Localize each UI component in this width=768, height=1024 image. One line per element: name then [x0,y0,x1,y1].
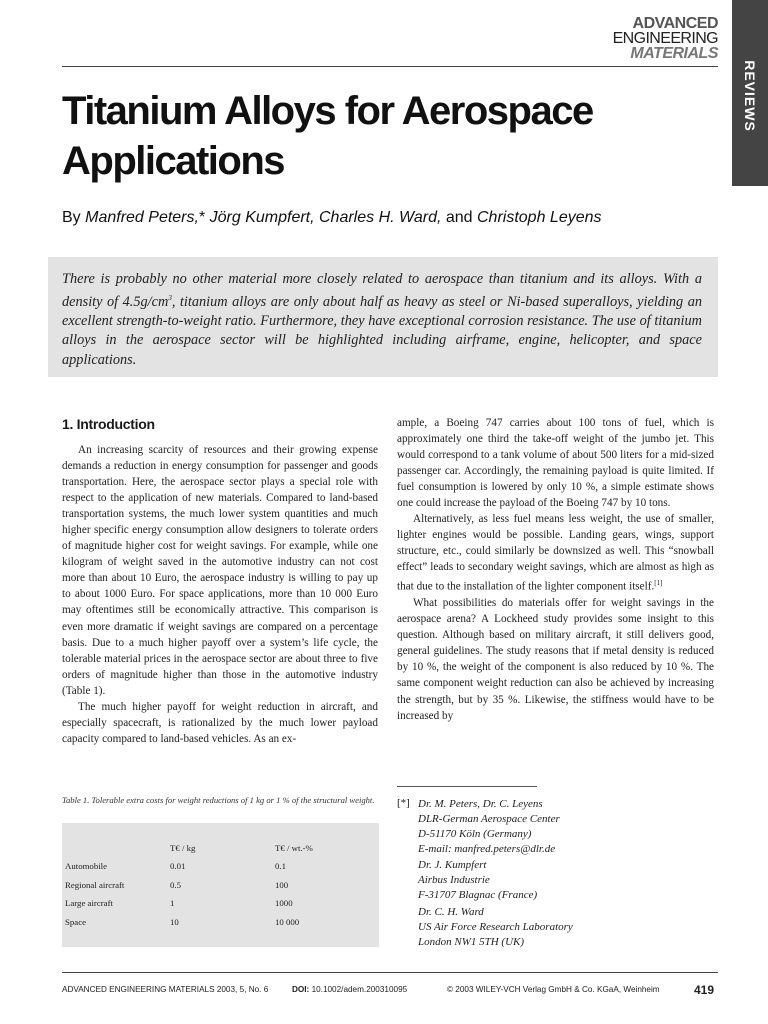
footnote-email[interactable]: E-mail: manfred.peters@dlr.de [418,843,556,855]
paragraph [397,511,714,595]
paragraph: An increasing scarcity of resources and their growing expense demands a reduction in energy consumption for passenger and goods transportation. Here, the aerospace sector plays a special role with respect to the application of new materials. Compared to land-based transportation systems, the much lower system quantities and much higher specific energy consumption allow designers to tolerate orders of magnitude higher cost for weight savings. For example, while one kilogram of weight saved in the automotive industry can not cost more than about 10 Euro, the aerospace industry is willing to pay up to about 1000 Euro. For space applications, more than 10 000 Euro may oftentimes still be economically attractive. This comparison is even more dramatic if weight savings are compared on a percentage basis. Due to a much higher payoff over a system’s life cycle, the tolerable material prices in the aerospace sector are about three to five orders of magnitude higher than those in the automotive industry (Table 1). [62,444,378,697]
left-column [62,442,378,747]
paragraph-text: Alternatively, as less fuel means less weight, the use of smaller, lighter engines would be possible. Landing gears, wings, support structure, etc., could similarly be downsized as well. This “snowball effect” leads to secondary weight savings, which are almost as high as that due to the installation of the lighter component itself. [397,513,714,594]
table-cell-value: 1000 [275,898,293,908]
table-1 [62,823,379,947]
footnote-affiliation-dlr [418,797,560,857]
logo-line-engineering: ENGINEERING [612,30,718,47]
footnote-line: Dr. M. Peters, Dr. C. Leyens [418,798,543,810]
table-cell-label: Large aircraft [65,898,113,908]
table-cell-value: 10 [170,917,179,927]
footnote-affiliation-airbus [418,858,537,903]
footnote-line: DLR-German Aerospace Center [418,813,560,825]
article-title [62,86,702,186]
footer-doi[interactable] [292,985,407,994]
logo-line-advanced: ADVANCED [632,15,718,32]
footer-journal: ADVANCED ENGINEERING MATERIALS 2003, 5, No. 6 [62,985,269,994]
authors-kumpfert-ward: Jörg Kumpfert, Charles H. Ward, [209,209,442,226]
footnote-affiliation-afrl [418,905,573,950]
footnote-line: D-51170 Köln (Germany) [418,828,532,840]
byline-and: and [441,209,477,226]
footnote-line: Dr. J. Kumpfert [418,859,487,871]
page-number: 419 [694,983,715,997]
abstract-part-2: , titanium alloys are only about half as heavy as steel or Ni-based superalloys, yielding an excellent strength-to-weight ratio. Furthermore, they have exceptional corrosion resistance. The use of titanium alloys in the aerospace sector will be highlighted including airframe, engine, helicopter, and space applications. [62,293,702,368]
table-cell-value: 0.01 [170,861,186,871]
table-header-cost-per-percent: T€ / wt.-% [275,843,313,853]
abstract-text [62,270,702,370]
footnote-mark: [*] [397,797,410,809]
table-cell-label: Automobile [65,861,108,871]
section-heading-introduction: 1. Introduction [62,416,155,432]
table-cell-label: Regional aircraft [65,880,125,890]
reference-link[interactable]: [1] [654,579,663,588]
abstract-superscript: 3 [168,294,172,303]
right-column [397,415,714,724]
table-caption: Table 1. Tolerable extra costs for weight reductions of 1 kg or 1 % of the structural weight. [62,795,375,805]
byline [62,209,702,227]
paragraph: The much higher payoff for weight reduction in aircraft, and especially spacecraft, is rationalized by the much lower payload capacity compared to land-based vehicles. As an ex- [62,700,378,745]
journal-logo [560,16,718,61]
footnote-line: US Air Force Research Laboratory [418,921,573,933]
paragraph: ample, a Boeing 747 carries about 100 tons of fuel, which is approximately one third the take-off weight of the jumbo jet. This would correspond to a tank volume of about 500 liters for a mid-sized passenger car. Accordingly, the remaining payload is quite limited. If fuel consumption is lowered by only 10 %, a simple estimate shows one could increase the payload of the Boeing 747 by 10 tons. [397,417,714,510]
table-cell-value: 0.1 [275,861,286,871]
section-tab-label: REVIEWS [742,60,758,132]
logo-line-materials: MATERIALS [630,45,718,62]
section-tab [732,0,768,186]
table-cell-value: 10 000 [275,917,300,927]
footnote-rule [397,786,537,787]
footnote-line: Dr. C. H. Ward [418,906,484,918]
author-peters: Manfred Peters, [85,209,199,226]
page-footer [62,985,718,1001]
footer-doi-value: 10.1002/adem.200310095 [309,985,408,994]
table-cell-label: Space [65,917,87,927]
author-leyens: Christoph Leyens [477,209,602,226]
abstract-part-1: There is probably no other material more closely related to aerospace than titanium and its alloys. With a density of 4.5g/cm [62,271,702,310]
header-rule [62,66,718,67]
footer-copyright: © 2003 WILEY-VCH Verlag GmbH & Co. KGaA, Weinheim [447,985,660,994]
table-cell-value: 0.5 [170,880,181,890]
byline-by: By [62,209,86,226]
footnote-line: Airbus Industrie [418,874,490,886]
table-cell-value: 100 [275,880,289,890]
table-header-cost-per-kg: T€ / kg [170,843,196,853]
table-cell-value: 1 [170,898,175,908]
footnote-line: London NW1 5TH (UK) [418,936,525,948]
footnote-line: F-31707 Blagnac (France) [418,889,538,901]
footer-doi-label: DOI: [292,985,310,994]
title-line-2: Applications [62,139,285,183]
footer-rule [62,972,718,973]
corresponding-mark: * [198,209,210,226]
title-line-1: Titanium Alloys for Aerospace [62,89,593,133]
paragraph: What possibilities do materials offer for weight savings in the aerospace arena? A Lockheed study provides some insight to this question. Although based on military aircraft, it still delivers good, general guidelines. The study reasons that if metal density is reduced by 10 %, the weight of the component is also reduced by 10 %. The same component weight reduction can also be achieved by increasing the strength, but by 35 %. Likewise, the stiffness would have to be increased by [397,597,714,722]
